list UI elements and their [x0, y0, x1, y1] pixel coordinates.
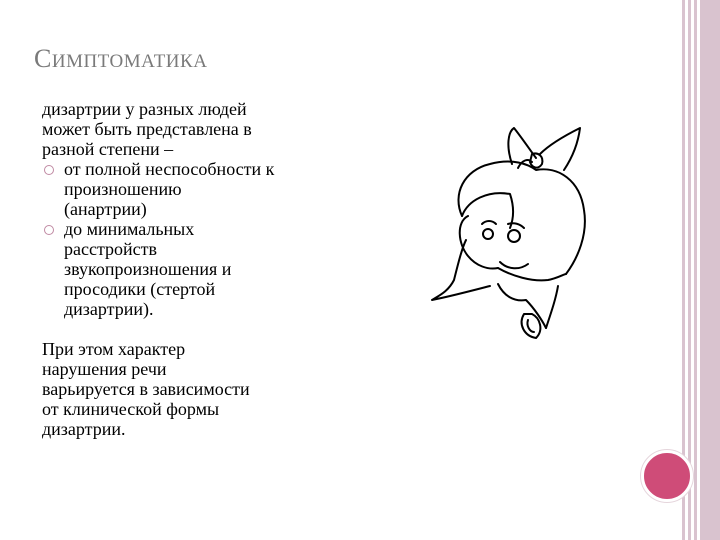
bullet-item: от полной неспособности к произношению (анартрии) — [42, 159, 342, 219]
slide-title: СИМПТОМАТИКА — [34, 44, 208, 73]
intro-line: разной степени – — [42, 139, 174, 159]
paragraph-line: При этом характер — [42, 339, 186, 359]
paragraph-line: дизартрии. — [42, 419, 126, 439]
bullet-circle-icon — [44, 165, 54, 175]
slide-body — [42, 99, 342, 439]
paragraph-line: нарушения речи — [42, 359, 167, 379]
decorative-stripes — [682, 0, 720, 540]
intro-line: может быть представлена в — [42, 119, 252, 139]
bullet-item: до минимальных расстройств звукопроизношения и просодики (стертой дизартрии). — [42, 219, 342, 319]
intro-line: дизартрии у разных людей — [42, 99, 247, 119]
decorative-pink-circle — [641, 450, 693, 502]
paragraph-line: варьируется в зависимости — [42, 379, 250, 399]
paragraph-line: от клинической формы — [42, 399, 220, 419]
bullet-circle-icon — [44, 225, 54, 235]
cartoon-girl-illustration — [428, 124, 600, 364]
